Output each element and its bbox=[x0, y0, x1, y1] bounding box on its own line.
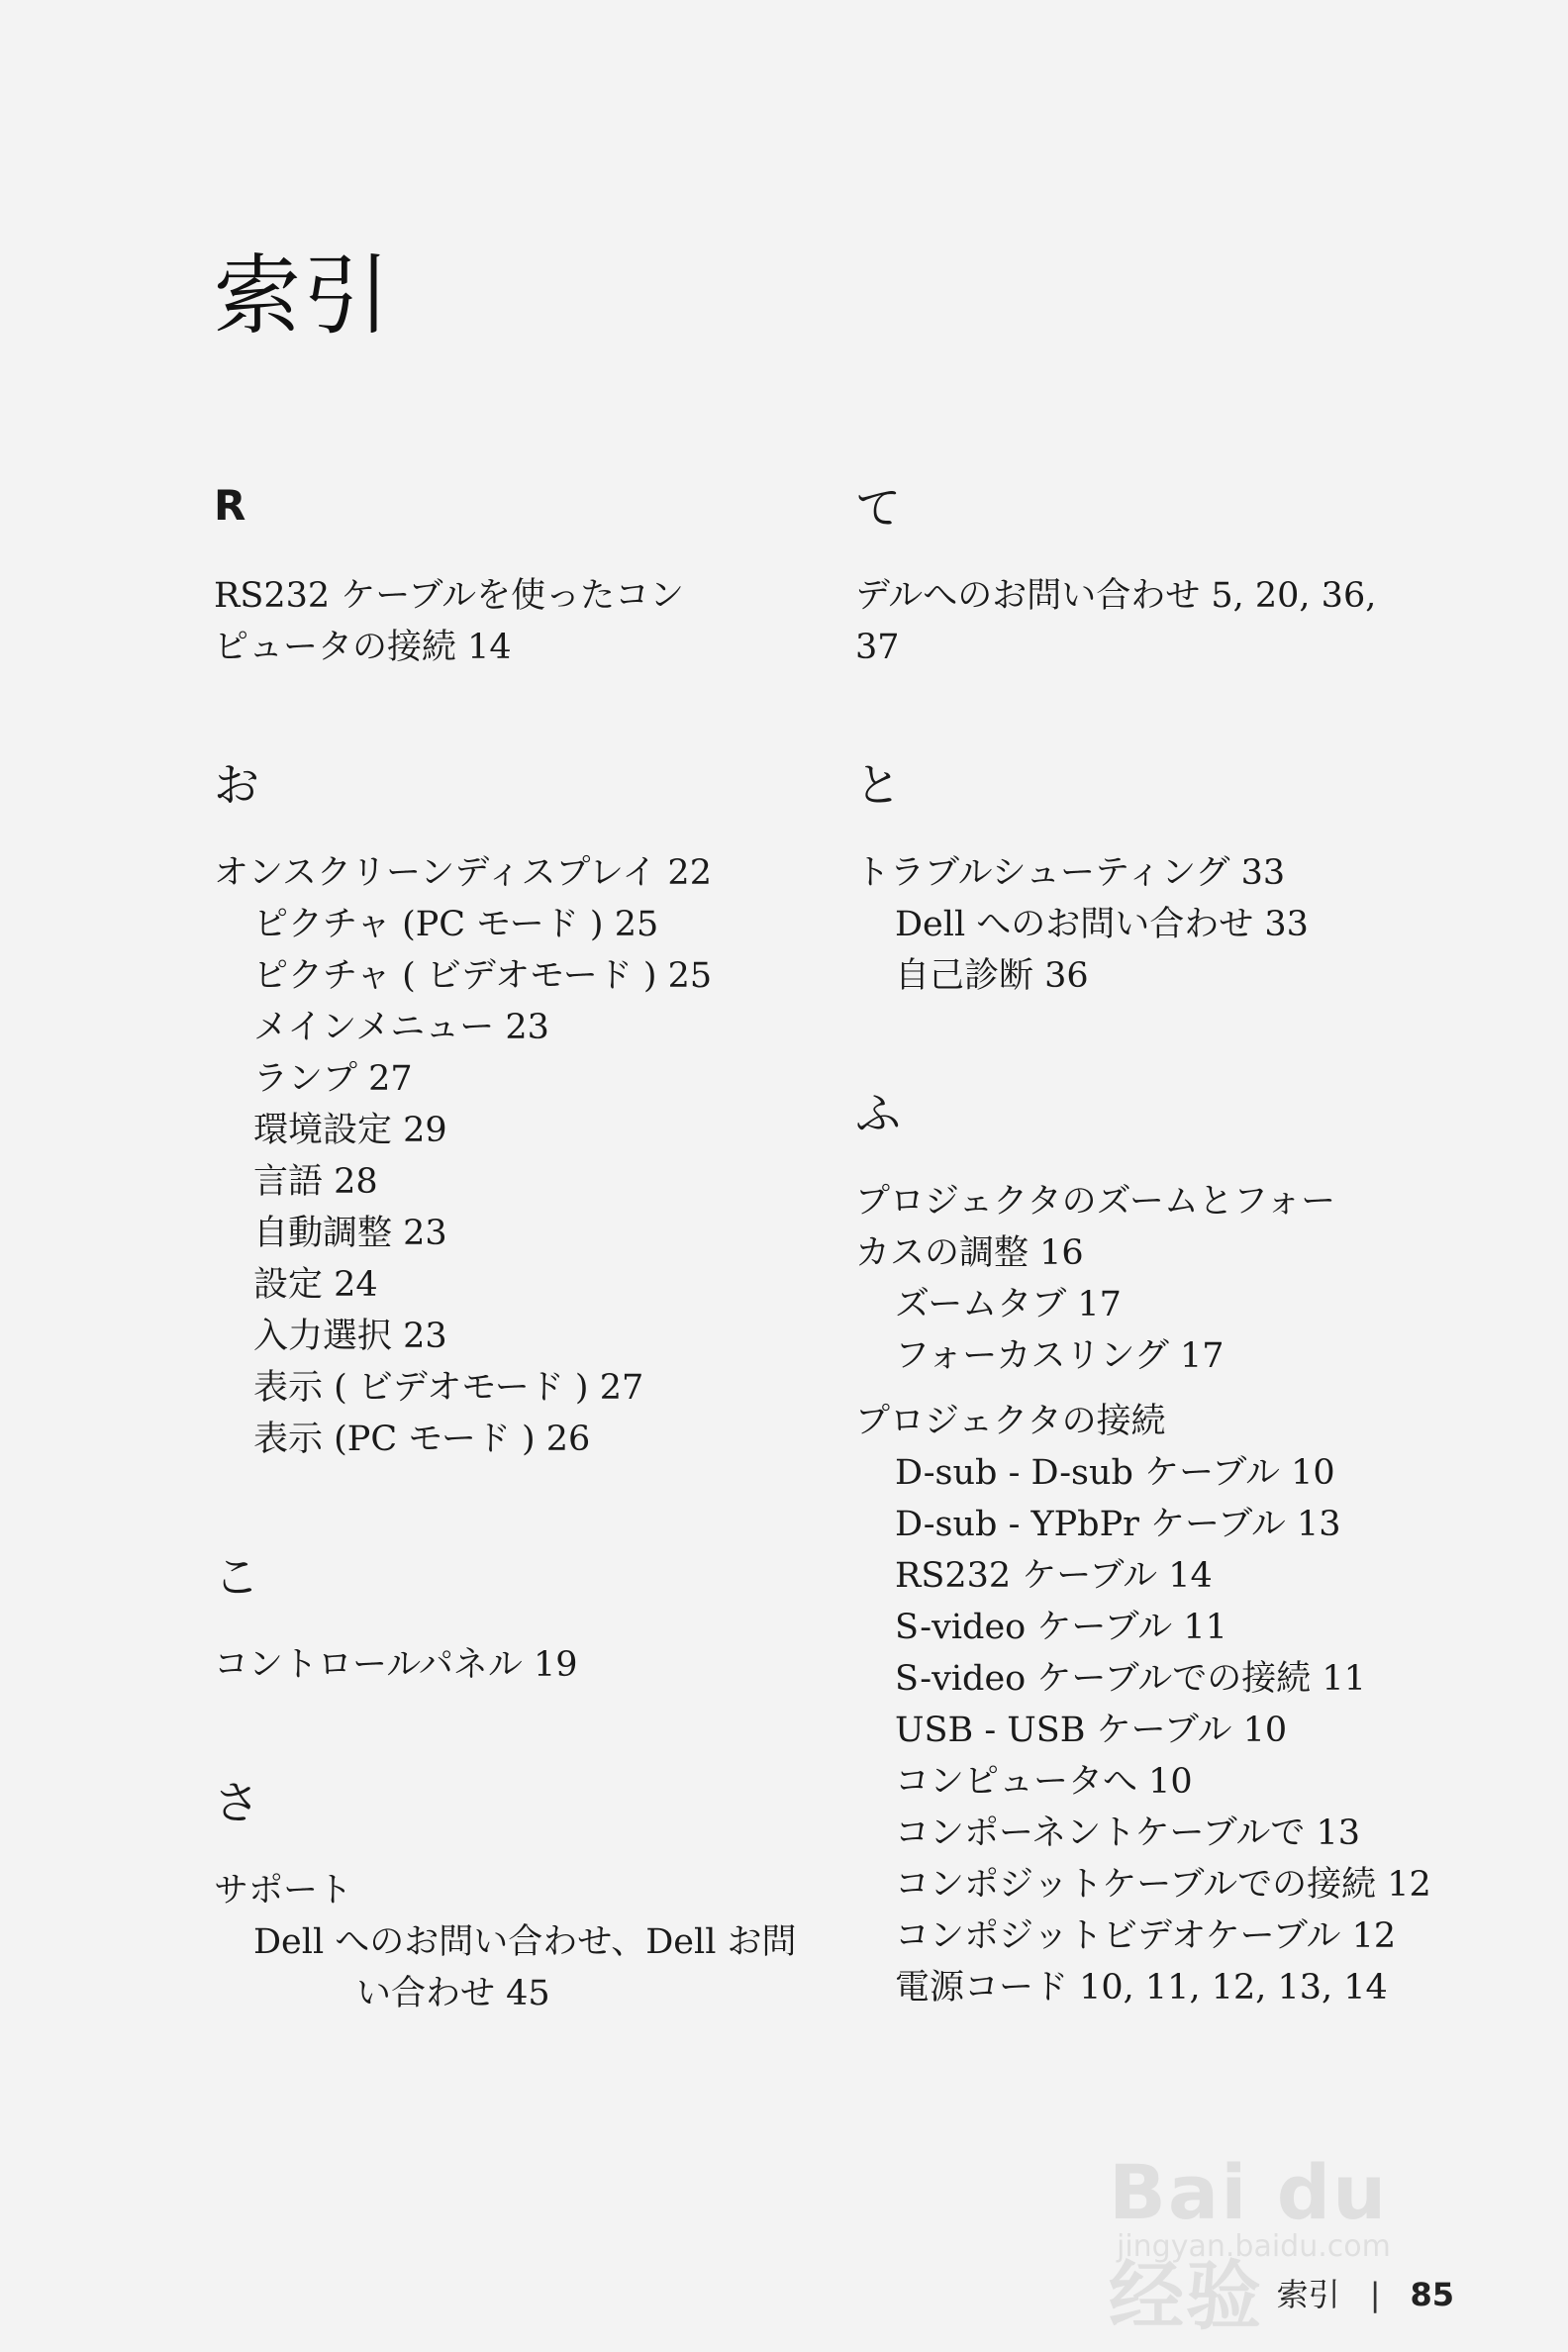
index-section bbox=[214, 1776, 808, 2019]
section-heading: R bbox=[214, 481, 246, 530]
index-section bbox=[855, 758, 1469, 1091]
index-section bbox=[214, 481, 808, 762]
index-subentry: D-sub - YPbPr ケーブル 13 bbox=[895, 1505, 1341, 1544]
entry-gap bbox=[855, 1382, 1469, 1396]
index-subentry: 設定 24 bbox=[253, 1265, 378, 1305]
watermark-url: jingyan.baidu.com bbox=[1117, 2229, 1391, 2264]
index-entry: 37 bbox=[855, 628, 900, 667]
index-entry: プロジェクタのズームとフォー bbox=[855, 1182, 1336, 1222]
index-subentry: メインメニュー 23 bbox=[253, 1008, 549, 1047]
index-subentry: 自己診断 36 bbox=[895, 956, 1089, 996]
index-entry: オンスクリーンディスプレイ 22 bbox=[214, 853, 712, 893]
section-heading: こ bbox=[214, 1550, 259, 1604]
page-title: 索引 bbox=[214, 245, 393, 346]
index-subentry: S-video ケーブルでの接続 11 bbox=[895, 1659, 1366, 1699]
section-gap bbox=[214, 673, 808, 762]
index-subentry: コンピュータへ 10 bbox=[895, 1762, 1193, 1802]
index-entry: プロジェクタの接続 bbox=[855, 1402, 1166, 1441]
index-section bbox=[214, 1550, 808, 1780]
index-subentry: 言語 28 bbox=[253, 1162, 378, 1202]
index-subentry: ズームタブ 17 bbox=[895, 1285, 1122, 1324]
section-gap bbox=[855, 673, 1469, 762]
section-heading: ふ bbox=[855, 1087, 901, 1140]
index-entry: カスの調整 16 bbox=[855, 1233, 1084, 1273]
index-section bbox=[214, 758, 808, 1554]
index-subentry: Dell へのお問い合わせ 33 bbox=[895, 905, 1309, 944]
index-subentry: 入力選択 23 bbox=[253, 1317, 447, 1356]
section-heading: と bbox=[855, 758, 901, 812]
index-subentry: ピクチャ (PC モード ) 25 bbox=[253, 905, 659, 944]
index-column-right bbox=[855, 481, 1469, 2013]
index-subentry: 表示 ( ビデオモード ) 27 bbox=[253, 1368, 644, 1408]
section-gap bbox=[214, 1691, 808, 1780]
index-subentry: 電源コード 10, 11, 12, 13, 14 bbox=[895, 1968, 1388, 2008]
page-footer bbox=[1276, 2276, 1454, 2313]
page-number: 85 bbox=[1410, 2276, 1454, 2313]
section-heading: さ bbox=[214, 1776, 259, 1829]
index-subentry: ピクチャ ( ビデオモード ) 25 bbox=[253, 956, 713, 996]
section-heading: て bbox=[855, 481, 901, 535]
index-subentry: コンポーネントケーブルで 13 bbox=[895, 1813, 1361, 1853]
index-subentry: USB - USB ケーブル 10 bbox=[895, 1711, 1288, 1750]
index-entry: サポート bbox=[214, 1871, 353, 1911]
footer-label: 索引 bbox=[1276, 2276, 1340, 2313]
index-subentry: コンポジットビデオケーブル 12 bbox=[895, 1916, 1397, 1956]
index-subentry: 自動調整 23 bbox=[253, 1214, 447, 1253]
section-heading: お bbox=[214, 758, 259, 812]
index-entry: ピュータの接続 14 bbox=[214, 628, 512, 667]
index-entry: デルへのお問い合わせ 5, 20, 36, bbox=[855, 576, 1377, 616]
index-column-left bbox=[214, 481, 808, 2019]
index-subentry: フォーカスリング 17 bbox=[895, 1336, 1225, 1376]
index-entry: コントロールパネル 19 bbox=[214, 1645, 578, 1685]
index-subentry: RS232 ケーブル 14 bbox=[895, 1556, 1213, 1596]
section-gap bbox=[855, 1002, 1469, 1091]
section-gap bbox=[214, 1465, 808, 1554]
index-entry: RS232 ケーブルを使ったコン bbox=[214, 576, 685, 616]
index-subentry: Dell へのお問い合わせ、Dell お問い合わせ 45 bbox=[253, 1922, 797, 2013]
index-entry: トラブルシューティング 33 bbox=[855, 853, 1286, 893]
watermark-brand: Bai du 经验 bbox=[1109, 2148, 1389, 2340]
index-section bbox=[855, 1087, 1469, 2013]
index-subentry: 表示 (PC モード ) 26 bbox=[253, 1420, 591, 1459]
footer-separator: | bbox=[1369, 2276, 1381, 2313]
index-section bbox=[855, 481, 1469, 762]
index-subentry: S-video ケーブル 11 bbox=[895, 1608, 1227, 1647]
index-subentry: 環境設定 29 bbox=[253, 1111, 447, 1150]
index-subentry: ランプ 27 bbox=[253, 1059, 413, 1099]
index-subentry: D-sub - D-sub ケーブル 10 bbox=[895, 1453, 1335, 1493]
index-subentry: コンポジットケーブルでの接続 12 bbox=[895, 1865, 1431, 1905]
